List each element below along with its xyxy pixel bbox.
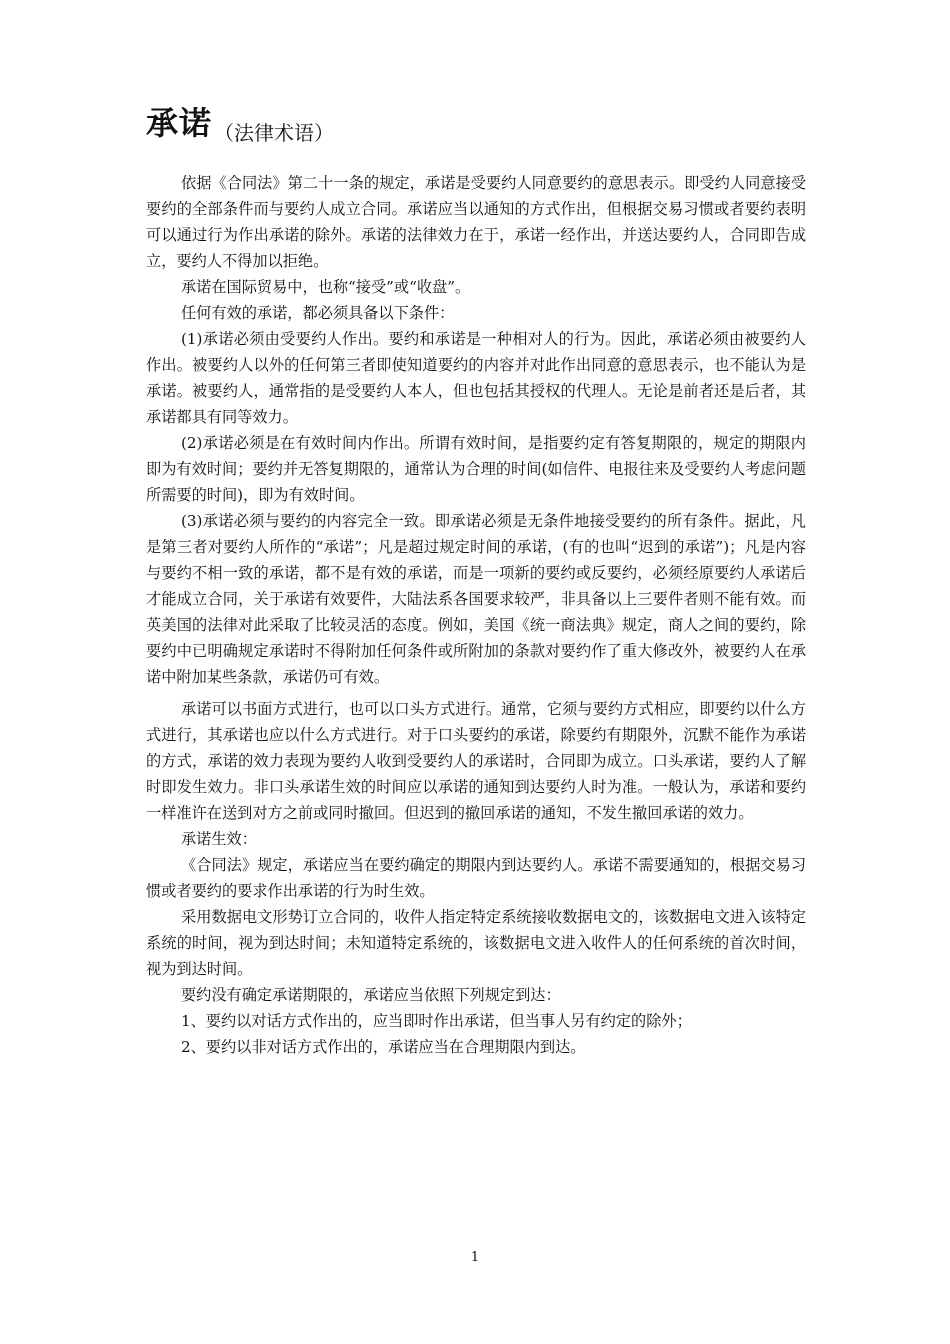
paragraph-no-term: 要约没有确定承诺期限的，承诺应当依照下列规定到达： (180, 986, 561, 1004)
page-number: 1 (470, 1250, 480, 1265)
paragraph-conditions-intro: 任何有效的承诺，都必须具备以下条件： (180, 304, 455, 322)
list-item-1: 1、要约以对话方式作出的，应当即时作出承诺，但当事人另有约定的除外； (180, 1012, 692, 1030)
list-item-2: 2、要约以非对话方式作出的，承诺应当在合理期限内到达。 (180, 1038, 586, 1056)
paragraph-condition-3: (3)承诺必须与要约的内容完全一致。即承诺必须是无条件地接受要约的所有条件。据此，凡是第三者对要约人所作的“承诺”；凡是超过规定时间的承诺，(有的也叫“迟到的承诺”)；凡是内容与要约不相一致的承诺，都不是有效的承诺，而是一项新的要约或反要约，必须经原要约人承诺后才能成立合同，关于承诺有效要件，大陆法系各国要求较严，非具备以上三要件者则不能有效。而英美国的法律对此采取了比较灵活的态度。例如，美国《统一商法典》规定，商人之间的要约，除要约中已明确规定承诺时不得附加任何条件或所附加的条款对要约作了重大修改外，被要约人在承诺中附加某些条款，承诺仍可有效。 (146, 512, 806, 686)
paragraph-definition: 依据《合同法》第二十一条的规定，承诺是受要约人同意要约的意思表示。即受约人同意接受要约的全部条件而与要约人成立合同。承诺应当以通知的方式作出，但根据交易习惯或者要约表明可以通过行为作出承诺的除外。承诺的法律效力在于，承诺一经作出，并送达要约人，合同即告成立，要约人不得加以拒绝。 (146, 174, 806, 270)
title-note: （法律术语） (214, 121, 335, 145)
paragraph-electronic: 采用数据电文形势订立合同的，收件人指定特定系统接收数据电文的，该数据电文进入该特定系统的时间，视为到达时间；未知道特定系统的，该数据电文进入收件人的任何系统的首次时间，视为到达时间。 (146, 908, 806, 978)
paragraph-effect-heading: 承诺生效： (180, 830, 257, 848)
document-body (146, 170, 806, 1060)
paragraph-form: 承诺可以书面方式进行，也可以口头方式进行。通常，它须与要约方式相应，即要约以什么方式进行，其承诺也应以什么方式进行。对于口头要约的承诺，除要约有期限外，沉默不能作为承诺的方式，承诺的效力表现为要约人收到受要约人的承诺时，合同即为成立。口头承诺，要约人了解时即发生效力。非口头承诺生效的时间应以承诺的通知到达要约人时为准。一般认为，承诺和要约一样准许在送到对方之前或同时撤回。但迟到的撤回承诺的通知，不发生撤回承诺的效力。 (146, 700, 806, 822)
paragraph-condition-1: (1)承诺必须由受要约人作出。要约和承诺是一种相对人的行为。因此，承诺必须由被要约人作出。被要约人以外的任何第三者即使知道要约的内容并对此作出同意的意思表示，也不能认为是承诺。被要约人，通常指的是受要约人本人，但也包括其授权的代理人。无论是前者还是后者，其承诺都具有同等效力。 (146, 330, 806, 426)
paragraph-condition-2: (2)承诺必须是在有效时间内作出。所谓有效时间，是指要约定有答复期限的，规定的期限内即为有效时间；要约并无答复期限的，通常认为合理的时间(如信件、电报往来及受要约人考虑问题所需要的时间)，即为有效时间。 (146, 434, 806, 504)
title-row (146, 98, 334, 144)
page-title: 承诺 (146, 104, 213, 142)
paragraph-trade-term: 承诺在国际贸易中，也称“接受”或“收盘”。 (180, 278, 471, 296)
paragraph-effect-rule: 《合同法》规定，承诺应当在要约确定的期限内到达要约人。承诺不需要通知的，根据交易习惯或者要约的要求作出承诺的行为时生效。 (146, 856, 806, 900)
